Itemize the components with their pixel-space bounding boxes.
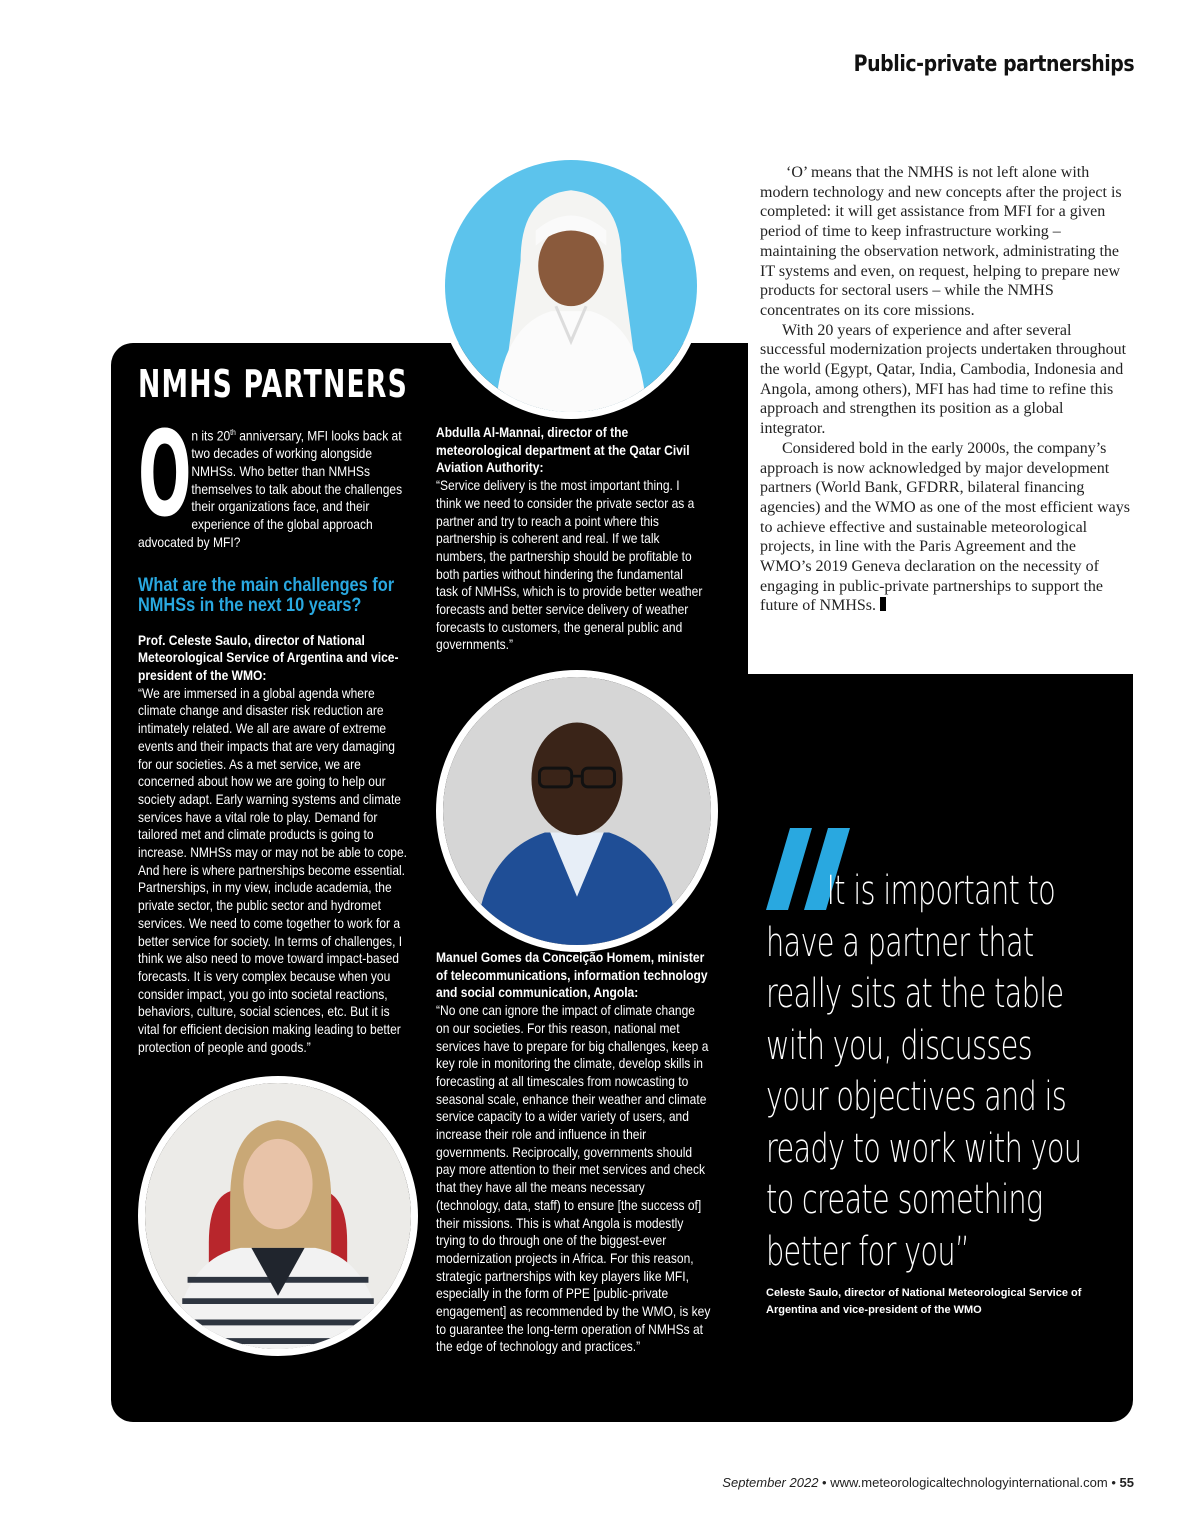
intro-superscript: th <box>230 428 236 437</box>
footer-url[interactable]: www.meteorologicaltechnologyinternational.com <box>830 1475 1108 1490</box>
article-paragraph-text: Considered bold in the early 2000s, the company’s approach is now acknowledged by major development partners (World Bank, GFDRR, bilateral financing agencies) and the WMO as one of the most efficient ways to achieve effective and sustainable meteorological projects, in line with the Paris Agreement and the WMO’s 2019 Geneva declaration on the necessity of engaging in public-private partnerships to support the future of NMHSs. <box>760 439 1130 615</box>
pull-quote <box>766 866 1106 1278</box>
quote-al-mannai: “Service delivery is the most important thing. I think we need to consider the private sector as a partner and try to reach a point where this partnership is coherent and real. If we talk numbers, the partnership should be profitable to both parties without hindering the fundamental task of NMHSs, which is to provide better weather forecasts and better service delivery of weather forecasts to customers, the general public and governments.” <box>436 477 703 653</box>
pull-quote-first-line: It is important to <box>826 868 1055 914</box>
article-paragraph <box>760 439 1130 616</box>
speaker-saulo: Prof. Celeste Saulo, director of National Meteorological Service of Argentina and vice-president of the WMO: <box>138 631 399 683</box>
middle-column-top-inner <box>436 424 707 654</box>
end-mark-icon <box>880 597 886 611</box>
pull-quote-line: really sits at the table <box>766 971 1064 1017</box>
page-number: 55 <box>1119 1475 1134 1490</box>
pull-quote-line: to create something <box>766 1177 1043 1223</box>
intro-text-rest: anniversary, MFI looks back at two decades of working alongside NMHSs. Who better than NMHSs themselves to talk about the challenges their organizations face, and their experience of the global approach advocated by MFI? <box>138 427 403 550</box>
quote-homem: “No one can ignore the impact of climate change on our societies. For this reason, national met services have to prepare for big challenges, keep a key role in monitoring the climate, develop skills in forecasting at all timescales from nowcasting to seasonal scale, enhance their weather and climate service capacity to a wider variety of users, and increase their role and influence in their governments. Reciprocally, governments should pay more attention to their met services and check that they have all the means necessary (technology, data, staff) to ensure [the success of] their missions. This is what Angola is modestly trying to do through one of the biggest-ever modernization projects in Africa. For this reason, strategic partnerships with key players like MFI, especially in the form of PPE [public-private engagement] as recommended by the WMO, is key to guarantee the long-term operation of NMHSs at the edge of technology and practices.” <box>436 1002 711 1355</box>
pull-quote-line: have a partner that <box>766 919 1034 966</box>
portrait-homem <box>436 670 718 952</box>
pull-quote-inner <box>766 866 1106 1278</box>
portrait-saulo <box>138 1076 418 1356</box>
article-body <box>760 163 1130 616</box>
article-paragraph: ‘O’ means that the NMHS is not left alone with modern technology and new concepts after the project is completed: it will get assistance from MFI for a given period of time to keep infrastructure working – maintaining the observation network, administrating the IT systems and even, on request, helping to prepare new products for sectoral users – while the NMHS concentrates on its core missions. <box>760 164 1122 319</box>
footer-separator: • <box>822 1475 827 1490</box>
pull-quote-line <box>766 866 1106 918</box>
quote-saulo: “We are immersed in a global agenda where climate change and disaster risk reduction are intimately related. We all are aware of extreme events and their impacts that are very damaging for our societies. As a met service, we are concerned about how we are going to help our society adapt. Early warning systems and climate services have a vital role to play. Demand for tailored met and climate products is going to increase. NMHSs may or may not be able to cope. And here is where partnerships become essential. Partnerships, in my view, include academia, the private sector, the public sector and hydromet services. We need to come together to work for a better service for society. In terms of challenges, I think we also need to move toward impact-based forecasts. It is very complex because when you consider impact, you go into societal reactions, behaviors, culture, social sciences, etc. But it is vital for efficient decision making leading to better protection of people and goods.” <box>138 684 408 1055</box>
pull-quote-line: better for you” <box>766 1228 970 1275</box>
pull-quote-line: ready to work with you <box>766 1125 1082 1172</box>
left-column-inner <box>138 405 411 1056</box>
footer-date: September 2022 <box>722 1475 819 1490</box>
pull-quote-attribution: Celeste Saulo, director of National Meteorological Service of Argentina and vice-president of the WMO <box>766 1287 1082 1316</box>
pull-quote-line: your objectives and is <box>766 1074 1067 1120</box>
pull-quote-line: with you, discusses <box>766 1022 1032 1069</box>
footer-separator: • <box>1111 1475 1116 1490</box>
question-heading: What are the main challenges for NMHSs in the next 10 years? <box>138 574 395 616</box>
left-column <box>138 405 412 1056</box>
middle-column-bottom-inner <box>436 949 711 1356</box>
portrait-al-mannai <box>438 153 704 419</box>
intro-paragraph <box>138 405 411 552</box>
section-header: Public-private partnerships <box>853 52 1134 77</box>
dropcap: O <box>138 405 192 543</box>
box-title: NMHS PARTNERS <box>138 362 409 406</box>
article-paragraph: With 20 years of experience and after several successful modernization projects undertaken throughout the world (Egypt, Qatar, India, Cambodia, Indonesia and Angola, among others), MFI has had time to refine this approach and strengthen its position as a global integrator. <box>760 321 1127 438</box>
page-footer <box>722 1475 1134 1490</box>
speaker-homem: Manuel Gomes da Conceição Homem, minister of telecommunications, information technology and social communication, Angola: <box>436 949 708 1001</box>
middle-column-top <box>436 424 708 654</box>
middle-column-bottom <box>436 949 712 1356</box>
speaker-al-mannai: Abdulla Al-Mannai, director of the meteorological department at the Qatar Civil Aviation Authority: <box>436 424 690 476</box>
intro-text: n its 20 <box>191 427 231 444</box>
